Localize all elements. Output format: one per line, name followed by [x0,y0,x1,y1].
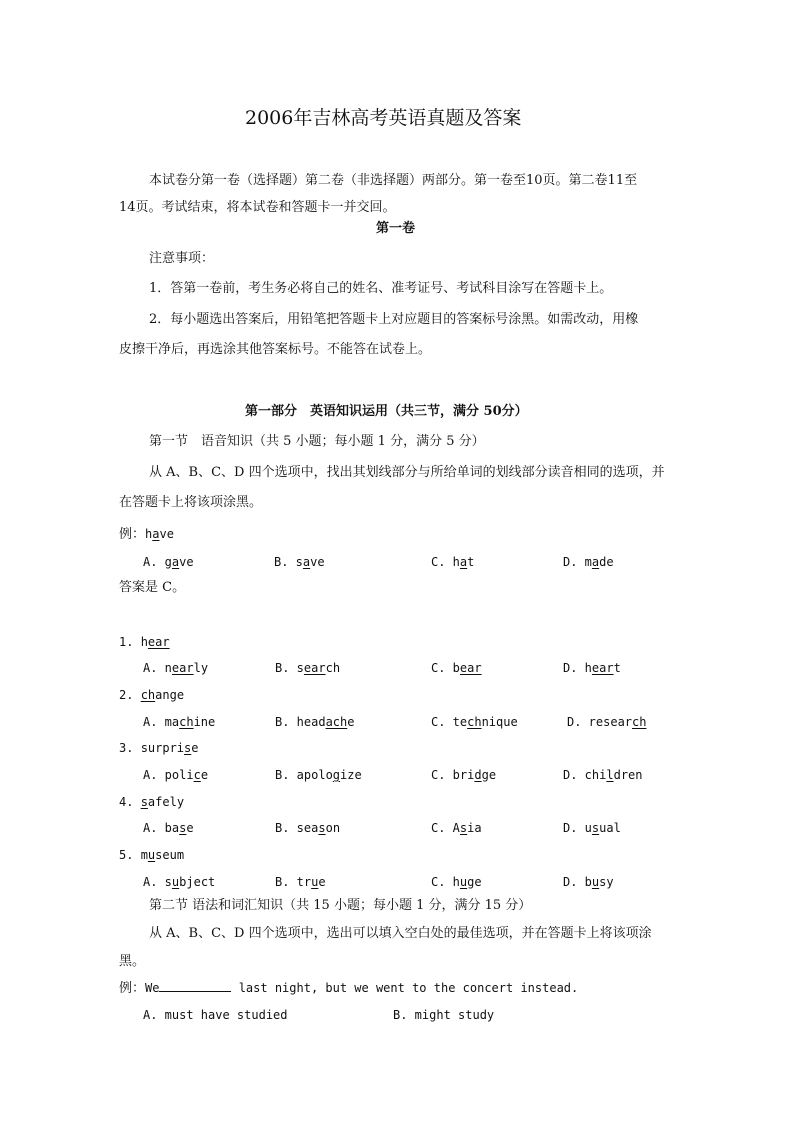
question-1-option-a: A. nearly [143,661,209,675]
notice-item-2-line1: 2．每小题选出答案后，用铅笔把答题卡上对应题目的答案标号涂黑。如需改动，用橡 [149,312,639,327]
question-3-option-d: D. children [563,768,643,782]
example-answer: 答案是 C。 [119,580,186,595]
sentence-end: last night, but we went to the concert instead. [231,981,579,995]
question-5-option-b: B. true [275,875,326,889]
section2-instructions-line2: 黑。 [119,954,146,969]
example2-option-a: A. must have studied [143,1008,288,1022]
question-5-word: 5. museum [119,848,185,862]
intro-paragraph-line2: 14页。考试结束，将本试卷和答题卡一并交回。 [119,200,396,215]
sentence-start: We [145,981,160,995]
question-2-option-c: C. technique [431,715,518,729]
question-3-option-b: B. apologize [275,768,362,782]
example-option-c: C. hat [431,555,475,569]
question-1-option-d: D. heart [563,661,621,675]
question-2-option-a: A. machine [143,715,216,729]
question-2-option-d: D. research [567,715,647,729]
section1-instructions-line2: 在答题卡上将该项涂黑。 [119,495,263,510]
example-option-a: A. gave [143,555,194,569]
example2-option-b: B. might study [393,1008,495,1022]
question-3-option-c: C. bridge [431,768,497,782]
notice-item-1: 1．答第一卷前，考生务必将自己的姓名、准考证号、考试科目涂写在答题卡上。 [149,281,613,296]
question-1-word: 1. hear [119,635,170,649]
section1-instructions-line1: 从 A、B、C、D 四个选项中，找出其划线部分与所给单词的划线部分读音相同的选项，并 [149,465,665,480]
volume-heading: 第一卷 [376,221,416,236]
question-5-option-d: D. busy [563,875,614,889]
question-4-option-d: D. usual [563,821,621,835]
example2-prefix: 例： [119,981,146,996]
example-word [119,525,174,544]
section2-heading: 第二节 语法和词汇知识（共 15 小题；每小题 1 分，满分 15 分） [149,898,532,913]
question-2-option-b: B. headache [275,715,355,729]
example2-sentence [119,979,578,998]
intro-paragraph-line1: 本试卷分第一卷（选择题）第二卷（非选择题）两部分。第一卷至10页。第二卷11至 [149,173,638,188]
question-3-word: 3. surprise [119,741,199,755]
notice-item-2-line2: 皮擦干净后，再选涂其他答案标号。不能答在试卷上。 [119,342,432,357]
question-1-option-b: B. search [275,661,341,675]
word-part: h [145,527,153,541]
part1-heading: 第一部分 英语知识运用（共三节，满分 50分） [245,404,528,419]
section1-heading: 第一节 语音知识（共 5 小题；每小题 1 分，满分 5 分） [149,434,485,449]
question-2-word: 2. change [119,688,185,702]
question-4-option-b: B. season [275,821,341,835]
question-4-option-c: C. Asia [431,821,482,835]
question-1-option-c: C. bear [431,661,482,675]
example-option-d: D. made [563,555,614,569]
question-3-option-a: A. police [143,768,209,782]
answer-blank [159,979,231,992]
word-underlined-part: a [152,527,160,541]
notice-title: 注意事项： [149,251,215,266]
question-4-word: 4. safely [119,795,185,809]
section2-instructions-line1: 从 A、B、C、D 四个选项中，选出可以填入空白处的最佳选项，并在答题卡上将该项涂 [149,926,652,941]
question-5-option-a: A. subject [143,875,216,889]
example-prefix: 例： [119,527,146,542]
example-option-b: B. save [274,555,325,569]
question-5-option-c: C. huge [431,875,482,889]
word-part: ve [159,527,174,541]
page-title: 2006年吉林高考英语真题及答案 [245,107,522,129]
question-4-option-a: A. base [143,821,194,835]
